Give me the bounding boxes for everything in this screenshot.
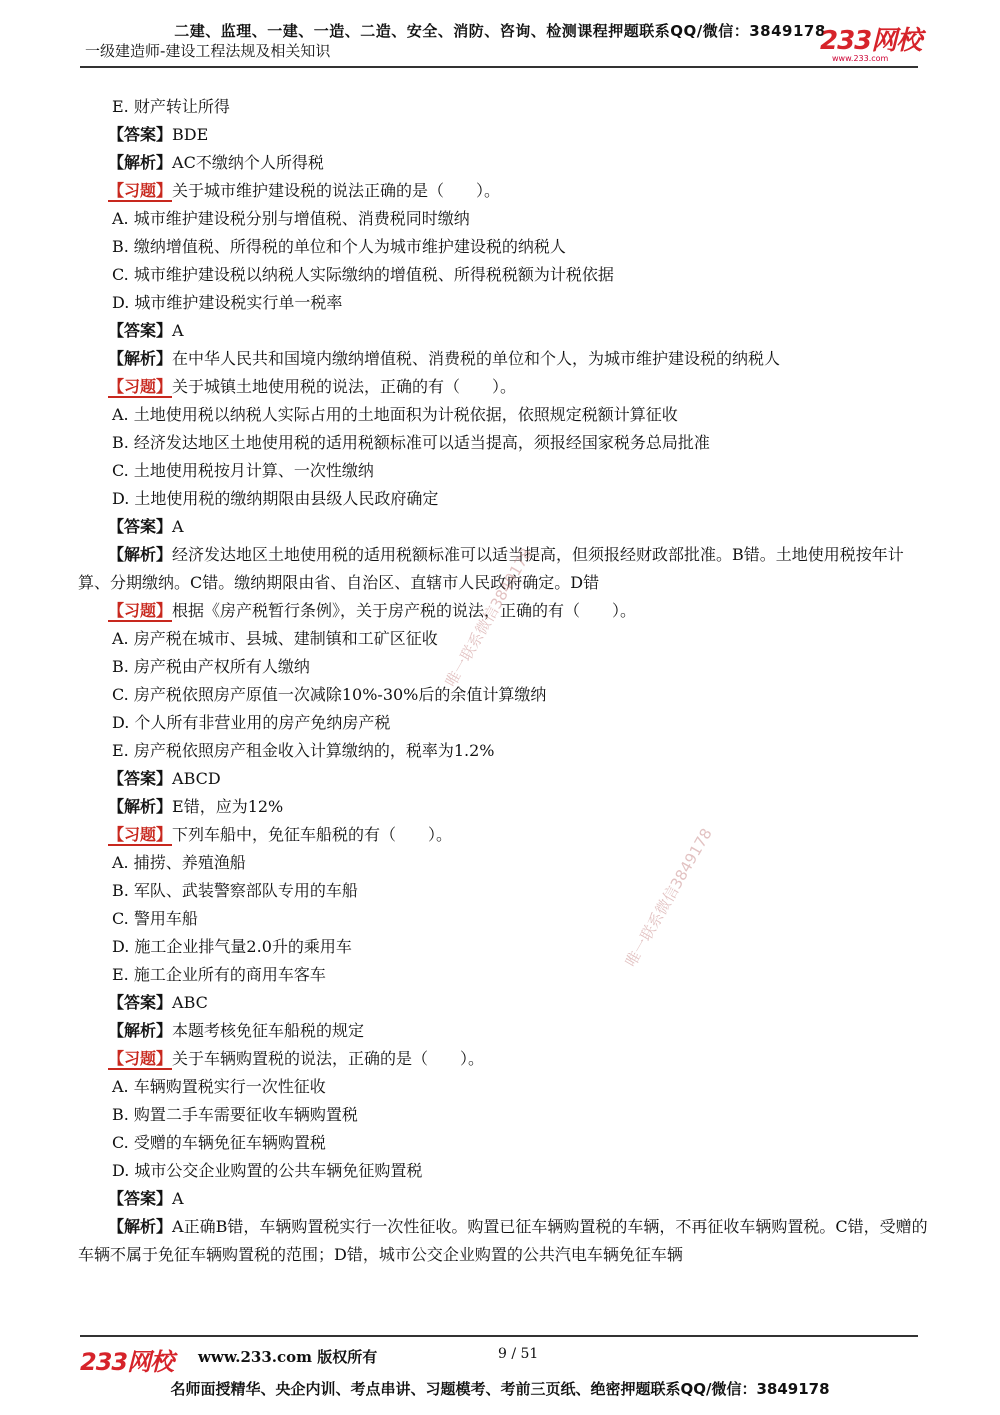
answer-value: ABCD xyxy=(172,769,221,788)
page-number: 9 / 51 xyxy=(498,1346,539,1362)
answer-value: A xyxy=(172,517,184,536)
question-text: 关于城镇土地使用税的说法，正确的有（ ）。 xyxy=(172,377,517,396)
answer-line xyxy=(78,765,928,793)
option-text: C. 房产税依照房产原值一次减除10%-30%后的余值计算缴纳 xyxy=(112,685,547,704)
option-text: B. 缴纳增值税、所得税的单位和个人为城市维护建设税的纳税人 xyxy=(112,237,566,256)
page-content xyxy=(78,93,928,1269)
analysis-label: 【解析】 xyxy=(108,797,173,816)
question-text: 关于城市维护建设税的说法正确的是（ ）。 xyxy=(172,181,501,200)
option-text: D. 城市公交企业购置的公共车辆免征购置税 xyxy=(112,1161,423,1180)
option-text: A. 车辆购置税实行一次性征收 xyxy=(112,1077,326,1096)
option-text: D. 施工企业排气量2.0升的乘用车 xyxy=(112,937,352,956)
option-text: D. 个人所有非营业用的房产免纳房产税 xyxy=(112,713,391,732)
option-text: A. 房产税在城市、县城、建制镇和工矿区征收 xyxy=(112,629,438,648)
analysis-text: 经济发达地区土地使用税的适用税额标准可以适当提高，但须报经财政部批准。B错。土地使用税按年计算、分期缴纳。C错。缴纳期限由省、自治区、直辖市人民政府确定。D错 xyxy=(78,545,904,592)
document-subtitle: 一级建造师-建设工程法规及相关知识 xyxy=(85,42,331,60)
watermark-text: 唯一联系微信3849178 xyxy=(621,825,716,970)
answer-label: 【答案】 xyxy=(108,1189,173,1208)
answer-label: 【答案】 xyxy=(108,125,173,144)
question-text: 下列车船中，免征车船税的有（ ）。 xyxy=(172,825,453,844)
page-footer xyxy=(80,1340,918,1376)
answer-value: A xyxy=(172,1189,184,1208)
exercise-label: 【习题】 xyxy=(108,825,173,844)
answer-value: ABC xyxy=(172,993,208,1012)
exercise-label: 【习题】 xyxy=(108,1049,173,1068)
answer-line xyxy=(78,513,928,541)
analysis-text: AC不缴纳个人所得税 xyxy=(172,153,324,172)
footer-copyright: www.233.com 版权所有 xyxy=(198,1348,378,1366)
option-text: E. 施工企业所有的商用车客车 xyxy=(112,965,326,984)
option-text: E. 房产税依照房产租金收入计算缴纳的，税率为1.2% xyxy=(112,741,495,760)
analysis-text: 在中华人民共和国境内缴纳增值税、消费税的单位和个人，为城市维护建设税的纳税人 xyxy=(172,349,781,368)
option-text: C. 城市维护建设税以纳税人实际缴纳的增值税、所得税税额为计税依据 xyxy=(112,265,614,284)
analysis-text: E错，应为12% xyxy=(172,797,284,816)
analysis-line xyxy=(78,345,928,373)
option-text: B. 购置二手车需要征收车辆购置税 xyxy=(112,1105,358,1124)
brand-logo xyxy=(820,28,921,63)
option-text: B. 军队、武装警察部队专用的车船 xyxy=(112,881,358,900)
question-line xyxy=(78,821,928,849)
exercise-label: 【习题】 xyxy=(108,601,173,620)
option-text: B. 房产税由产权所有人缴纳 xyxy=(112,657,310,676)
answer-label: 【答案】 xyxy=(108,321,173,340)
option-text: C. 受赠的车辆免征车辆购置税 xyxy=(112,1133,326,1152)
footer-divider xyxy=(80,1335,918,1337)
bottom-banner: 名师面授精华、央企内训、考点串讲、习题模考、考前三页纸、绝密押题联系QQ/微信：3849178 xyxy=(170,1380,830,1398)
brand-logo-url: www.233.com xyxy=(832,54,889,63)
answer-label: 【答案】 xyxy=(108,993,173,1012)
watermark-text: 唯一联系微信3849178 xyxy=(441,545,536,690)
analysis-line xyxy=(78,1017,928,1045)
analysis-text: A正确B错，车辆购置税实行一次性征收。购置已征车辆购置税的车辆，不再征收车辆购置税。C错，受赠的车辆不属于免征车辆购置税的范围；D错，城市公交企业购置的公共汽电车辆免征车辆 xyxy=(78,1217,928,1264)
option-text: C. 土地使用税按月计算、一次性缴纳 xyxy=(112,461,374,480)
analysis-text: 本题考核免征车船税的规定 xyxy=(172,1021,365,1040)
answer-line xyxy=(78,317,928,345)
answer-line xyxy=(78,121,928,149)
analysis-label: 【解析】 xyxy=(108,153,173,172)
answer-label: 【答案】 xyxy=(108,517,173,536)
option-text: E. 财产转让所得 xyxy=(112,97,230,116)
option-text: C. 警用车船 xyxy=(112,909,198,928)
answer-label: 【答案】 xyxy=(108,769,173,788)
option-text: D. 城市维护建设税实行单一税率 xyxy=(112,293,343,312)
exercise-label: 【习题】 xyxy=(108,377,173,396)
brand-logo-text: 233网校 xyxy=(820,26,922,56)
answer-value: BDE xyxy=(172,125,209,144)
analysis-label: 【解析】 xyxy=(108,545,173,564)
analysis-label: 【解析】 xyxy=(108,1217,173,1236)
option-text: D. 土地使用税的缴纳期限由县级人民政府确定 xyxy=(112,489,439,508)
analysis-label: 【解析】 xyxy=(108,349,173,368)
header-divider xyxy=(80,66,918,68)
question-line xyxy=(78,1045,928,1073)
footer-logo: 233网校 xyxy=(80,1348,174,1376)
answer-value: A xyxy=(172,321,184,340)
question-text: 关于车辆购置税的说法，正确的是（ ）。 xyxy=(172,1049,485,1068)
analysis-line xyxy=(78,149,928,177)
option-text: B. 经济发达地区土地使用税的适用税额标准可以适当提高，须报经国家税务总局批准 xyxy=(112,433,710,452)
answer-line xyxy=(78,989,928,1017)
option-text: A. 捕捞、养殖渔船 xyxy=(112,853,246,872)
top-banner: 二建、监理、一建、一造、二造、安全、消防、咨询、检测课程押题联系QQ/微信：3849178 xyxy=(174,22,826,40)
option-text: A. 土地使用税以纳税人实际占用的土地面积为计税依据，依照规定税额计算征收 xyxy=(112,405,678,424)
analysis-line xyxy=(78,793,928,821)
answer-line xyxy=(78,1185,928,1213)
question-text: 根据《房产税暂行条例》，关于房产税的说法，正确的有（ ）。 xyxy=(172,601,637,620)
analysis-label: 【解析】 xyxy=(108,1021,173,1040)
option-text: A. 城市维护建设税分别与增值税、消费税同时缴纳 xyxy=(112,209,470,228)
analysis-paragraph xyxy=(78,1213,928,1269)
question-line xyxy=(78,177,928,205)
exercise-label: 【习题】 xyxy=(108,181,173,200)
question-line xyxy=(78,373,928,401)
